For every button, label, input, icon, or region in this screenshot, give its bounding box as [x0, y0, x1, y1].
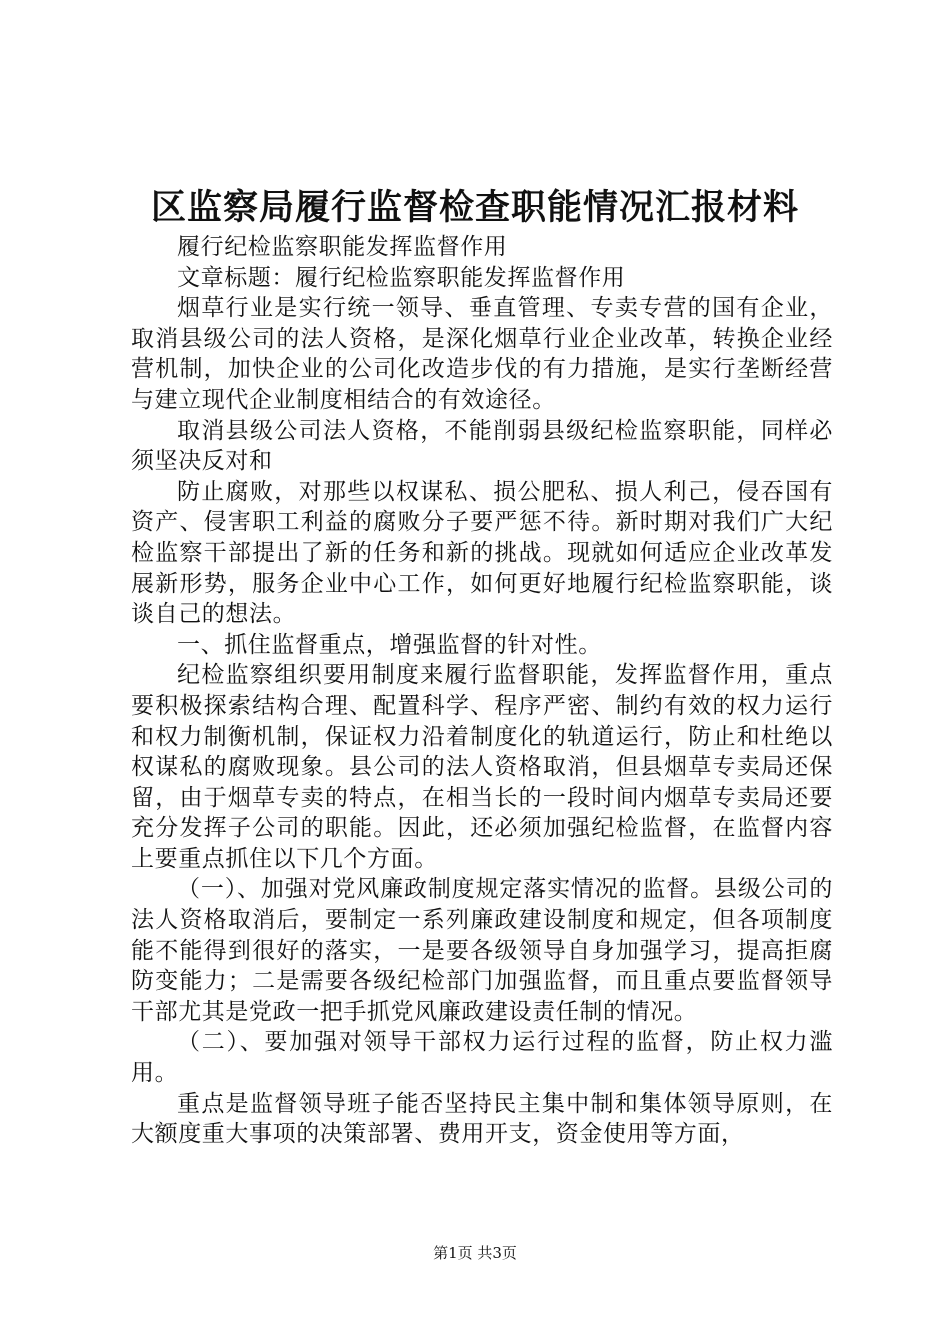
paragraph-article-title: 文章标题：履行纪检监察职能发挥监督作用 — [177, 264, 626, 291]
paragraph-subtitle: 履行纪检监察职能发挥监督作用 — [177, 234, 508, 260]
paragraph: 防止腐败，对那些以权谋私、损公肥私、损人利己，侵吞国有资产、侵害职工利益的腐败分子要严惩不待。新时期对我们广大纪检监察干部提出了新的任务和新的挑战。现就如何适应企业改革发展新形势，服务企业中心工作，如何更好地履行纪检监察职能，谈谈自己的想法。 — [131, 478, 833, 628]
paragraph: （二）、要加强对领导干部权力运行过程的监督，防止权力滥用。 — [131, 1029, 833, 1087]
paragraph: 烟草行业是实行统一领导、垂直管理、专卖专营的国有企业，取消县级公司的法人资格，是深化烟草行业企业改革，转换企业经营机制，加快企业的公司化改造步伐的有力措施，是实行垄断经营与建立现代企业制度相结合的有效途径。 — [131, 295, 833, 413]
paragraph: 纪检监察组织要用制度来履行监督职能，发挥监督作用，重点要积极探索结构合理、配置科学、程序严密、制约有效的权力运行和权力制衡机制，保证权力沿着制度化的轨道运行，防止和杜绝以权谋私的腐败现象。县公司的法人资格取消，但县烟草专卖局还保留，由于烟草专卖的特点，在相当长的一段时间内烟草专卖局还要充分发挥子公司的职能。因此，还必须加强纪检监督，在监督内容上要重点抓住以下几个方面。 — [131, 662, 833, 872]
paragraph: 取消县级公司法人资格，不能削弱县级纪检监察职能，同样必须坚决反对和 — [131, 417, 833, 475]
document-body — [131, 232, 833, 1150]
paragraph: （一）、加强对党风廉政制度规定落实情况的监督。县级公司的法人资格取消后，要制定一系列廉政建设制度和规定，但各项制度能不能得到很好的落实，一是要各级领导自身加强学习，提高拒腐防变能力；二是需要各级纪检部门加强监督，而且重点要监督领导干部尤其是党政一把手抓党风廉政建设责任制的情况。 — [131, 876, 833, 1025]
page-footer: 第1页 共3页 — [433, 1244, 517, 1262]
paragraph: 重点是监督领导班子能否坚持民主集中制和集体领导原则，在大额度重大事项的决策部署、费用开支，资金使用等方面， — [131, 1090, 833, 1148]
section-heading: 一、抓住监督重点，增强监督的针对性。 — [177, 631, 602, 658]
document-title: 区监察局履行监督检查职能情况汇报材料 — [150, 187, 799, 228]
